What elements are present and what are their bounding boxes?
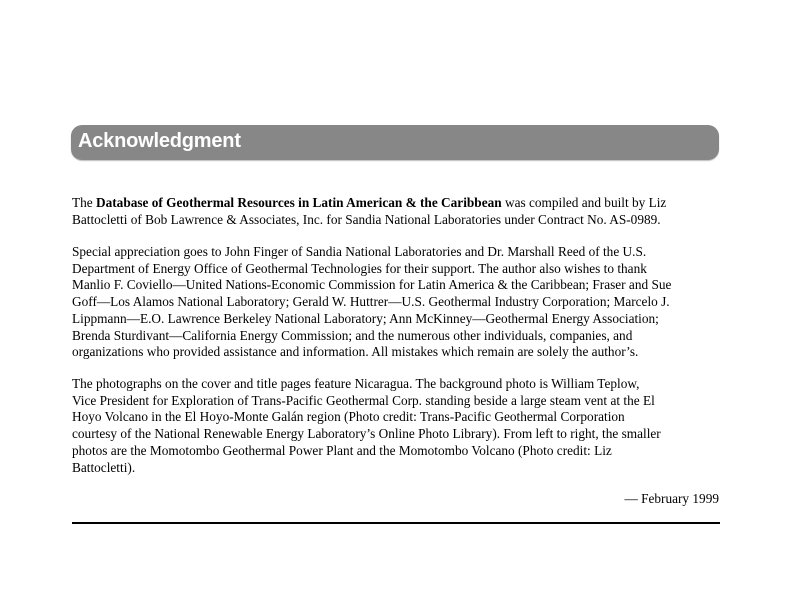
paragraph-line: Special appreciation goes to John Finger of Sandia National Laboratories and Dr. Marshall Reed of the U.S. bbox=[72, 244, 647, 259]
paragraph-credits bbox=[72, 195, 732, 228]
horizontal-rule bbox=[72, 522, 720, 524]
paragraph-line: Battocletti of Bob Lawrence & Associates, Inc. for Sandia National Laboratories under Contract No. AS-0989. bbox=[72, 211, 661, 227]
text: was compiled and built by Liz bbox=[501, 195, 667, 210]
paragraph-line: Department of Energy Office of Geothermal Technologies for their support. The author also wishes to thank bbox=[72, 260, 647, 276]
paragraph-line: Lippmann—E.O. Lawrence Berkeley National Laboratory; Ann McKinney—Geothermal Energy Association; bbox=[72, 310, 659, 326]
paragraph-line: Manlio F. Coviello—United Nations-Economic Commission for Latin America & the Caribbean; Fraser and Sue bbox=[72, 277, 672, 293]
paragraph-line: Brenda Sturdivant—California Energy Commission; and the numerous other individuals, companies, and bbox=[72, 327, 633, 343]
paragraph-line: The photographs on the cover and title pages feature Nicaragua. The background photo is William Teplow, bbox=[72, 376, 640, 391]
paragraph-line bbox=[72, 195, 732, 212]
paragraph-line: Battocletti). bbox=[72, 459, 136, 475]
paragraph-line: Hoyo Volcano in the El Hoyo-Monte Galán region (Photo credit: Trans-Pacific Geothermal Corporation bbox=[72, 409, 625, 425]
database-title: Database of Geothermal Resources in Latin American & the Caribbean bbox=[96, 195, 502, 210]
section-heading: Acknowledgment bbox=[78, 130, 241, 152]
paragraph-line: Vice President for Exploration of Trans-Pacific Geothermal Corp. standing beside a large steam vent at the El bbox=[72, 392, 655, 408]
paragraph-line: courtesy of the National Renewable Energy Laboratory’s Online Photo Library). From left to right, the smaller bbox=[72, 426, 661, 442]
paragraph-line: organizations who provided assistance and information. All mistakes which remain are solely the author’s. bbox=[72, 344, 639, 360]
paragraph-line: Goff—Los Alamos National Laboratory; Gerald W. Huttrer—U.S. Geothermal Industry Corporation; Marcelo J. bbox=[72, 294, 670, 310]
date-signature: — February 1999 bbox=[624, 491, 719, 506]
paragraph-line: photos are the Momotombo Geothermal Power Plant and the Momotombo Volcano (Photo credit: Liz bbox=[72, 442, 612, 458]
section-heading-banner bbox=[71, 125, 719, 160]
text: The bbox=[72, 195, 96, 210]
paragraph-photographs bbox=[72, 376, 732, 476]
paragraph-appreciation bbox=[72, 244, 732, 361]
